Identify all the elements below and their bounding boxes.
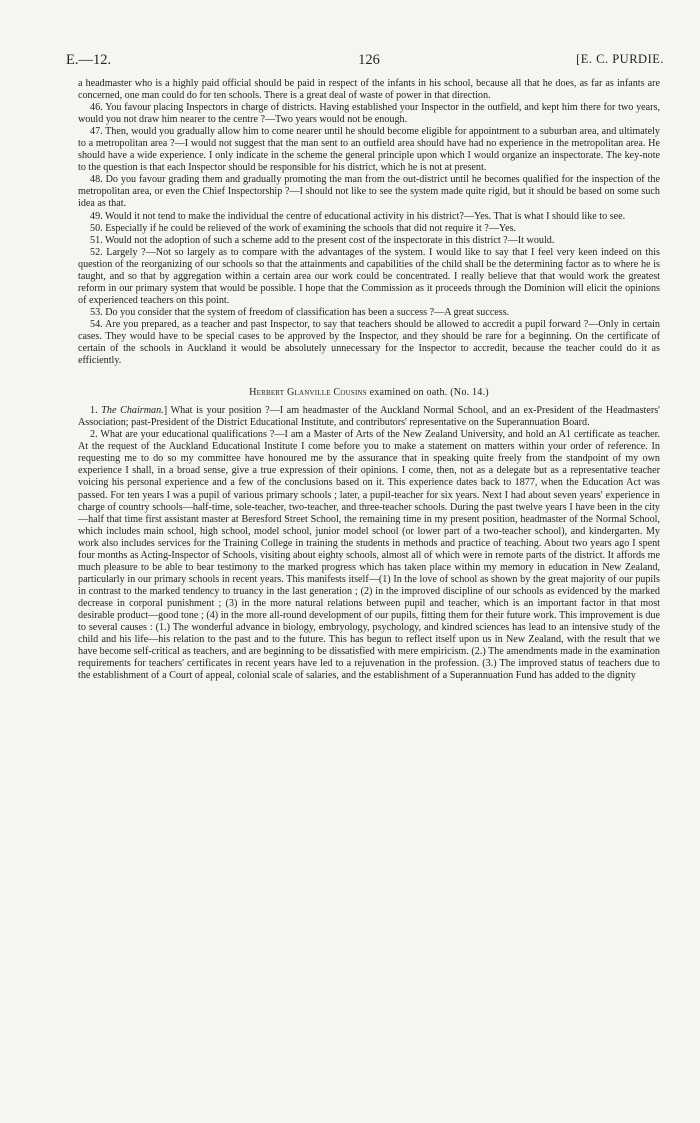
question-49: 49. Would it not tend to make the individual the centre of educational activity in his district?—Yes. That is what I should like to see. [90, 210, 626, 222]
document-body [78, 78, 660, 682]
witness-heading-rest: examined on oath. (No. 14.) [366, 387, 489, 399]
question-52: 52. Largely ?—Not so largely as to compare with the advantages of the system. I would like to say that I feel very keen indeed on this question of the reorganizing of our schools so that the attainments and capabilities of the child shall be the determining factor as to where he is taught, and so that by aggregation within a certain area our work could be concentrated. I really believe that that would work the greatest reform in our primary system that would be possible. I hope that the Commission as it proceeds through the Dominion will elicit the opinions of experienced teachers on this point. [78, 246, 660, 306]
question-54: 54. Are you prepared, as a teacher and past Inspector, to say that teachers should be allowed to accredit a pupil forward ?—Only in certain cases. They would have to be special cases to be approved by the Inspector, and they should be rare for a beginning. On the certificate of certain of the schools in Auckland it would be absolutely unnecessary for the Inspector to accredit, because the teacher could do it as efficiently. [78, 318, 660, 367]
page-header [66, 52, 664, 78]
witness-name: Herbert Glanville Cousins [249, 387, 367, 399]
question-50: 50. Especially if he could be relieved of the work of examining the schools that did not require it ?—Yes. [90, 222, 517, 234]
section-gap [78, 367, 660, 387]
paragraph-continuation: a headmaster who is a highly paid official should be paid in respect of the infants in his school, because all that he does, as far as infants are concerned, one man could do for ten schools. There is a great deal of waste of power in that direction. [78, 78, 660, 102]
document-reference: E.—12. [66, 52, 112, 68]
question-53: 53. Do you consider that the system of freedom of classification has been a success ?—A great success. [90, 306, 510, 318]
question-1 [78, 405, 660, 429]
question-1-number: 1. [90, 405, 102, 417]
question-46: 46. You favour placing Inspectors in charge of districts. Having established your Inspector in the outfield, and kept him there for two years, would you not draw him nearer to the centre ?—Two years would not be enough. [78, 102, 660, 126]
page-number: 126 [358, 52, 380, 68]
question-2: 2. What are your educational qualifications ?—I am a Master of Arts of the New Zealand University, and hold an A1 certificate as teacher. At the request of the Auckland Educational Institute I come before you to make a statement on matters within your order of reference. In requesting me to do so my committee have honoured me by the assurance that in speaking quite freely from the standpoint of my own experience I shall, in a broad sense, give a true expression of their opinions. I come, then, not as a delegate but as a representative teacher voicing his personal experience and a few of the conclusions based on it. This experience dates back to 1877, when the Education Act was passed. For ten years I was a pupil of various primary schools ; later, a pupil-teacher for six years. Next I had about seven years' experience in charge of country schools—half-time, sole-teacher, two-teacher, and three-teacher schools. During the past twelve years I have been in the city—half that time first assistant master at Beresford Street School, the remaining time in my present position, headmaster of the Normal School, which includes main school, high school, model school, junior model school (or lower part of a two-teacher school), and kindergarten. My work also includes services for the Training College in training the students in methods and practice of teaching. About two years ago I spent four months as Acting-Inspector of Schools, visiting about eighty schools, almost all of which were in remote parts of the district. It affords me much pleasure to be able to bear testimony to the marked progress which has taken place within my memory in education in New Zealand, particularly in our primary schools in recent years. This manifests itself—(1) In the love of school as shown by the great majority of our pupils in contrast to the marked tendency to truancy in the last generation ; (2) in the improved discipline of our schools as evidenced by the marked decrease in corporal punishment ; (3) in the more natural relations between pupil and teacher, which is an important factor in that most desirable product—good tone ; (4) in the more all-round development of our pupils, fitting them for their future work. This improvement is due to several causes : (1.) The wonderful advance in biology, embryology, psychology, and kindred sciences has lead to an intensive study of the child and his life—his relation to the past and to the future. This has begun to reflect itself upon us in New Zealand, with the result that we have become self-critical as teachers, and are beginning to be dissatisfied with mere empiricism. (2.) The amendments made in the examination requirements for teachers' certificates in recent years have led to a rejuvenation in the profession. (3.) The improved status of teachers due to the establishment of a Court of appeal, colonial scale of salaries, and the establishment of a Superannuation Fund has added to the dignity [78, 429, 660, 682]
speaker-chairman: The Chairman. [101, 405, 164, 417]
question-51: 51. Would not the adoption of such a scheme add to the present cost of the inspectorate in this district ?—It would. [90, 234, 555, 246]
witness-name-header: [E. C. PURDIE. [576, 52, 664, 66]
question-48: 48. Do you favour grading them and gradually promoting the man from the out-district until he becomes qualified for the inspection of the metropolitan area, or even the Chief Inspectorship ?—I should not like to see the system made quite rigid, but it should be based on some such idea as that. [78, 174, 660, 210]
witness-heading [78, 387, 660, 399]
document-page [66, 52, 664, 682]
question-1-text: ] What is your position ?—I am headmaster of the Auckland Normal School, and an ex-President of the Headmasters' Association; past-President of the District Educational Institute, and contributors' representative on the Superannuation Board. [78, 405, 661, 429]
question-47: 47. Then, would you gradually allow him to come nearer until he should become eligible for appointment to a suburban area, and ultimately to a metropolitan area ?—I would not suggest that the man sent to an outfield area should have had no experience in the metropolitan area. He should have a wide experience. I only indicate in the scheme the general principle upon which I would organize an inspectorate. The key-note to the question is that each Inspector should be responsible for his district, which he is not at present. [78, 126, 660, 174]
